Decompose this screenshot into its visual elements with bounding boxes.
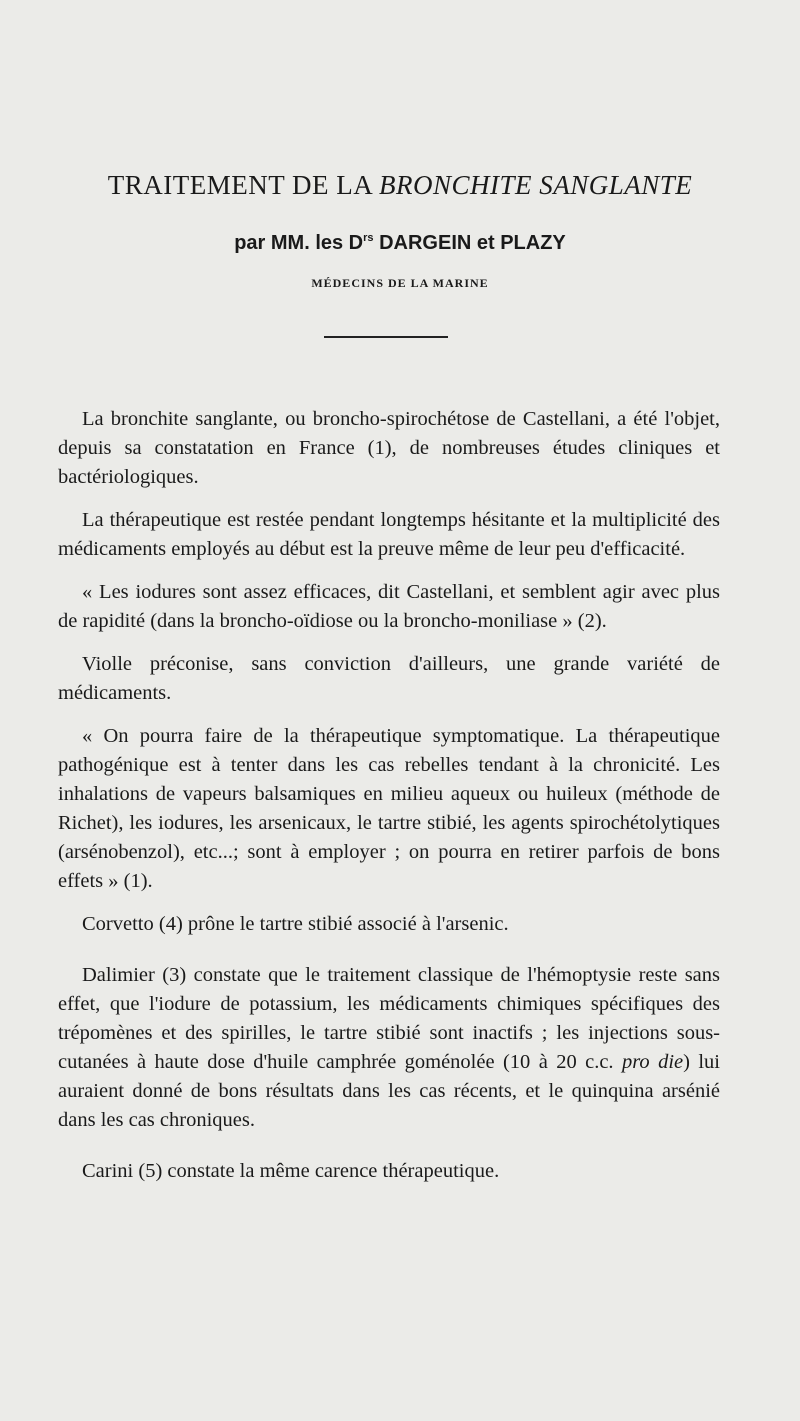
paragraph: La thérapeutique est restée pendant longtemps hésitante et la multiplicité des médicaments employés au début est la preuve même de leur peu d'efficacité. <box>58 509 720 560</box>
dalimier-text-start: Dalimier (3) constate que le traitement classique de l'hémoptysie reste sans effet, que l'iodure de potassium, les médicaments chimiques spécifiques des trépomènes et des spirilles, le tartre stibié sont inactifs ; les injections sous-cutanées à haute dose d'huile camphrée goménolée (10 à 20 c.c. <box>58 964 720 1073</box>
authors-names: DARGEIN et PLAZY <box>373 232 566 254</box>
paragraph-dalimier <box>58 961 720 1135</box>
title-italic: BRONCHITE SANGLANTE <box>378 170 693 200</box>
paragraph: Corvetto (4) prône le tartre stibié associé à l'arsenic. <box>82 913 509 935</box>
authors-sup: rs <box>363 232 374 244</box>
paragraph: Violle préconise, sans conviction d'ailleurs, une grande variété de médicaments. <box>58 653 720 704</box>
title-main: TRAITEMENT DE LA <box>107 170 379 200</box>
authors-line <box>0 232 800 255</box>
dalimier-text-end: ) lui auraient donné de bons résultats dans les cas récents, et le quinquina arsénié dans les cas chroniques. <box>58 1051 720 1131</box>
article-body <box>58 405 720 1200</box>
affiliation: MÉDECINS DE LA MARINE <box>311 276 489 290</box>
paragraph-last: Carini (5) constate la même carence thérapeutique. <box>82 1160 500 1182</box>
paragraph: « On pourra faire de la thérapeutique symptomatique. La thérapeutique pathogénique est à tenter dans les cas rebelles tendant à la chronicité. Les inhalations de vapeurs balsamiques en milieu aqueux ou huileux (méthode de Richet), les iodures, les arsenicaux, le tartre stibié, les agents spirochétolytiques (arsénobenzol), etc...; sont à employer ; on pourra en retirer parfois de bons effets » (1). <box>58 725 720 892</box>
authors-prefix: par MM. les D <box>234 232 364 254</box>
separator-rule <box>324 336 448 338</box>
paragraph: La bronchite sanglante, ou broncho-spirochétose de Castellani, a été l'objet, depuis sa constatation en France (1), de nombreuses études cliniques et bactériologiques. <box>58 408 720 488</box>
dalimier-italic: pro die <box>621 1051 684 1073</box>
article-title <box>0 170 800 201</box>
paragraph: « Les iodures sont assez efficaces, dit Castellani, et semblent agir avec plus de rapidité (dans la broncho-oïdiose ou la broncho-moniliase » (2). <box>58 581 720 632</box>
